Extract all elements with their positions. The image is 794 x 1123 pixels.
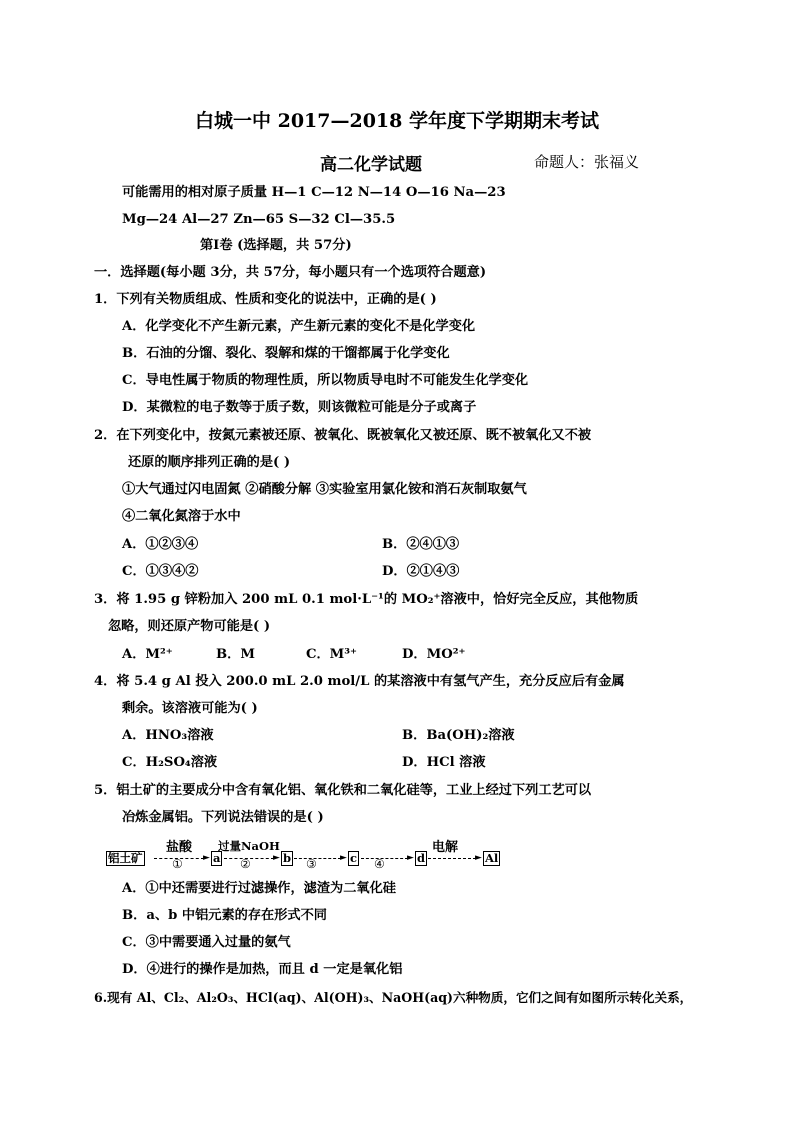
q4-option-c: C．H₂SO₄溶液 [122,755,218,770]
flow-step-4: ④ [374,857,385,871]
flow-label-5: 电解 [432,840,459,855]
flow-arrow-5 [428,858,476,859]
section-heading: 第Ⅰ卷 (选择题，共 57分) [200,238,352,253]
flow-node-al: Al [485,851,499,865]
q1-option-b: B．石油的分馏、裂化、裂解和煤的干馏都属于化学变化 [122,346,450,361]
question-3-stem-cont: 忽略，则还原产物可能是( ) [108,619,271,634]
flow-arrow-3 [294,858,341,859]
q3-option-d: D．MO²⁺ [402,647,466,662]
flow-node-b: b [283,851,292,865]
q3-option-b: B．M [216,647,255,662]
q5-option-d: D．④进行的操作是加热，而且 d 一定是氧化铝 [122,962,403,977]
q4-option-a: A．HNO₃溶液 [122,728,214,743]
q3-option-a: A．M²⁺ [122,647,173,662]
question-2-stem: 2．在下列变化中，按氮元素被还原、被氧化、既被氧化又被还原、既不被氧化又不被 [94,428,592,443]
q1-option-d: D．某微粒的电子数等于质子数，则该微粒可能是分子或离子 [122,400,477,415]
flow-start-box: 铝土矿 [108,851,143,865]
q2-option-c: C．①③④② [122,564,199,579]
flow-node-c: c [350,851,358,865]
question-2-stem-cont: 还原的顺序排列正确的是( ) [128,455,291,470]
q2-option-a: A．①②③④ [122,537,199,552]
part-instructions: 一．选择题(每小题 3分，共 57分，每小题只有一个选项符合题意) [94,265,487,280]
question-4-stem: 4．将 5.4 g Al 投入 200.0 mL 2.0 mol/L 的某溶液中有氢气产生，充分反应后有金属 [94,674,625,689]
question-5-stem: 5．铝土矿的主要成分中含有氧化铝、氧化铁和二氧化硅等，工业上经过下列工艺可以 [94,783,592,798]
question-6-stem: 6.现有 Al、Cl₂、Al₂O₃、HCl(aq)、Al(OH)₃、NaOH(aq)六种物质，它们之间有如图所示转化关系， [94,990,693,1005]
q2-option-b: B．②④①③ [382,537,460,552]
paper-author: 命题人：张福义 [534,153,640,171]
q5-option-a: A．①中还需要进行过滤操作，滤渣为二氧化硅 [122,881,396,896]
q5-option-b: B．a、b 中铝元素的存在形式不同 [122,908,327,923]
question-1-stem: 1．下列有关物质组成、性质和变化的说法中，正确的是( ) [94,292,437,307]
q2-items: ①大气通过闪电固氮 ②硝酸分解 ③实验室用氯化铵和消石灰制取氨气 [122,482,527,497]
flow-label-2: 过量NaOH [218,839,280,853]
question-3-stem: 3．将 1.95 g 锌粉加入 200 mL 0.1 mol·L⁻¹的 MO₂⁺溶液中，恰好完全反应，其他物质 [94,592,639,607]
q1-option-c: C．导电性属于物质的物理性质，所以物质导电时不可能发生化学变化 [122,373,529,388]
q4-option-d: D．HCl 溶液 [402,755,486,770]
exam-title: 白城一中 2017—2018 学年度下学期期末考试 [195,110,599,132]
q3-option-c: C．M³⁺ [306,647,358,662]
flow-step-1: ① [172,857,183,871]
flow-label-1: 盐酸 [166,840,193,855]
flow-node-a: a [213,851,221,865]
flow-node-d: d [417,851,426,865]
q2-items-cont: ④二氧化氮溶于水中 [122,509,241,524]
arrow-head-icon: ► [475,853,482,863]
arrow-head-icon: ► [407,853,414,863]
arrow-head-icon: ► [203,853,210,863]
arrow-head-icon: ► [340,853,347,863]
q1-option-a: A．化学变化不产生新元素，产生新元素的变化不是化学变化 [122,319,476,334]
q5-option-c: C．③中需要通入过量的氨气 [122,935,291,950]
paper-subject: 高二化学试题 [320,155,422,175]
aluminum-process-flow [106,836,499,871]
flow-step-2: ② [240,857,251,871]
q4-option-b: B．Ba(OH)₂溶液 [402,728,515,743]
q2-option-d: D．②①④③ [382,564,460,579]
atomic-mass-line-2: Mg—24 Al—27 Zn—65 S—32 Cl—35.5 [122,212,396,227]
question-4-stem-cont: 剩余。该溶液可能为( ) [122,701,258,716]
arrow-head-icon: ► [273,853,280,863]
flow-step-3: ③ [306,857,317,871]
atomic-mass-line-1: 可能需用的相对原子质量 H—1 C—12 N—14 O—16 Na—23 [122,185,506,200]
question-5-stem-cont: 冶炼金属铝。下列说法错误的是( ) [122,810,324,825]
